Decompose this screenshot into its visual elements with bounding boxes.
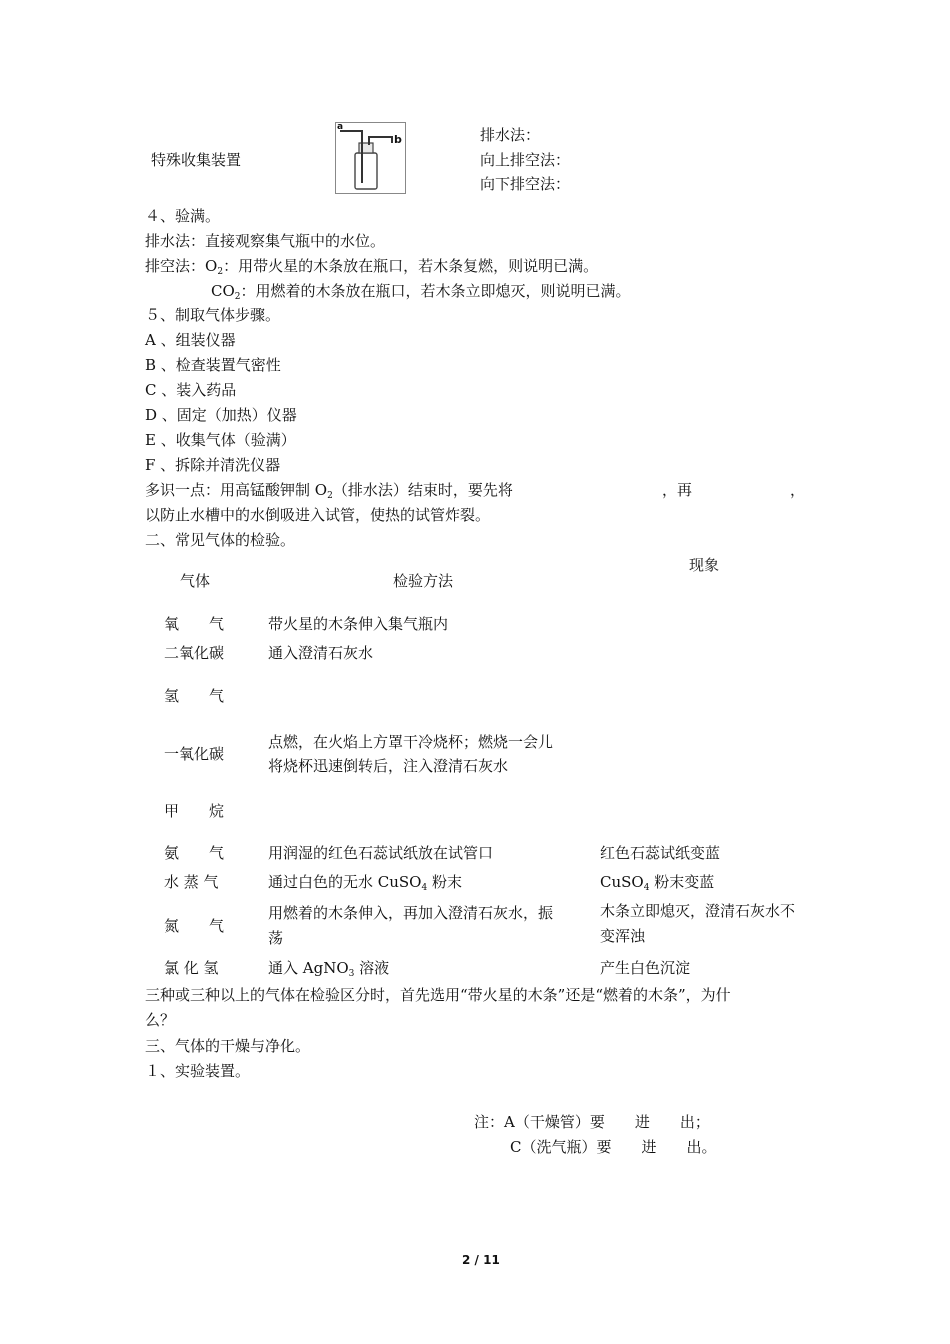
method-subscript: 3 — [348, 969, 355, 979]
tip-part4: ， — [790, 481, 806, 499]
tip-subscript: 2 — [327, 491, 333, 501]
section2-heading: 二、常见气体的检验。 — [145, 531, 296, 549]
table-row-method: 荡 — [268, 929, 284, 947]
gas-bottle-icon — [336, 123, 405, 193]
note-prefix: 注： — [474, 1113, 505, 1131]
table-row-gas: 氮 气 — [164, 917, 225, 935]
tip-line2: 以防止水槽中的水倒吸进入试管，使热的试管炸裂。 — [145, 506, 491, 524]
table-row-method: 带火星的木条伸入集气瓶内 — [268, 615, 449, 633]
note-text: A（干燥管）要 进 出； — [504, 1113, 710, 1131]
table-row-phenomenon: 变浑浊 — [600, 927, 646, 945]
note-line2: C（洗气瓶）要 进 出。 — [510, 1138, 717, 1156]
co2-formula: CO — [211, 282, 235, 300]
step-e: E 、收集气体（验满） — [145, 431, 296, 449]
tip-part1: 多识一点：用高锰酸钾制 O — [145, 481, 328, 499]
section5-heading: ５、制取气体步骤。 — [145, 306, 281, 324]
table-row-phenomenon: 木条立即熄灭，澄清石灰水不 — [600, 902, 796, 920]
table-row-method: 点燃，在火焰上方罩干冷烧杯；燃烧一会儿 — [268, 733, 554, 751]
section3-heading: 三、气体的干燥与净化。 — [145, 1037, 311, 1055]
tip-line1 — [145, 480, 806, 506]
tube-a-label: a — [337, 123, 344, 132]
method-upward-air: 向上排空法： — [480, 151, 571, 169]
step-b: B 、检查装置气密性 — [145, 356, 281, 374]
phen-text: CuSO — [600, 873, 644, 891]
section4-heading: ４、验满。 — [145, 207, 221, 225]
note-line1 — [474, 1112, 710, 1132]
special-device-label: 特殊收集装置 — [151, 151, 242, 169]
table-row-method: 通入澄清石灰水 — [268, 644, 374, 662]
table-row-method — [268, 958, 389, 984]
question-line2: 么？ — [145, 1011, 176, 1029]
step-c: C 、装入药品 — [145, 381, 237, 399]
method-downward-air: 向下排空法： — [480, 175, 571, 193]
page-total: 11 — [483, 1253, 500, 1267]
air-method-prefix: 排空法： — [145, 257, 206, 275]
tip-part2: （排水法）结束时，要先将 — [332, 481, 513, 499]
table-header-method: 检验方法 — [393, 572, 454, 590]
table-row-gas: 一氧化碳 — [164, 745, 225, 763]
co2-text: ：用燃着的木条放在瓶口，若木条立即熄灭，则说明已满。 — [240, 282, 631, 300]
o2-formula: O — [205, 257, 218, 275]
table-row-method — [268, 872, 462, 898]
method-text: 粉末 — [427, 873, 462, 891]
table-row-gas: 二氧化碳 — [164, 644, 225, 662]
section4-o2-line — [145, 256, 598, 282]
table-row-phenomenon: 产生白色沉淀 — [600, 959, 691, 977]
phen-text: 粉末变蓝 — [649, 873, 715, 891]
method-text: 溶液 — [354, 959, 390, 977]
step-a: A 、组装仪器 — [145, 331, 236, 349]
method-water: 排水法： — [480, 126, 541, 144]
table-row-method: 用润湿的红色石蕊试纸放在试管口 — [268, 844, 494, 862]
step-f: F 、拆除并清洗仪器 — [145, 456, 281, 474]
section3-sub1: １、实验装置。 — [145, 1062, 251, 1080]
o2-subscript: 2 — [217, 267, 224, 277]
table-header-phenomenon: 现象 — [689, 556, 720, 574]
o2-text: ：用带火星的木条放在瓶口，若木条复燃，则说明已满。 — [223, 257, 599, 275]
method-subscript: 4 — [421, 883, 428, 893]
gas-bottle-diagram — [335, 122, 406, 194]
phen-subscript: 4 — [643, 883, 650, 893]
table-row-gas: 氢 气 — [164, 687, 225, 705]
method-text: 通过白色的无水 CuSO — [268, 873, 422, 891]
table-header-gas: 气体 — [180, 572, 211, 590]
step-d: D 、固定（加热）仪器 — [145, 406, 297, 424]
tip-part3: ，再 — [662, 481, 693, 499]
question-line1: 三种或三种以上的气体在检验区分时，首先选用“带火星的木条”还是“燃着的木条”，为什 — [145, 986, 731, 1004]
section4-co2-line — [211, 281, 631, 307]
co2-subscript: 2 — [234, 292, 241, 302]
table-row-gas: 甲 烷 — [164, 802, 225, 820]
method-text: 通入 AgNO — [268, 959, 349, 977]
table-row-method: 将烧杯迅速倒转后，注入澄清石灰水 — [268, 757, 509, 775]
page-current: 2 — [462, 1253, 471, 1267]
page-number — [462, 1250, 500, 1270]
table-row-phenomenon — [600, 872, 714, 898]
table-row-gas: 氯 化 氢 — [164, 959, 219, 977]
section4-water: 排水法：直接观察集气瓶中的水位。 — [145, 232, 386, 250]
table-row-method: 用燃着的木条伸入，再加入澄清石灰水，振 — [268, 904, 554, 922]
table-row-gas: 水 蒸 气 — [164, 873, 219, 891]
table-row-phenomenon: 红色石蕊试纸变蓝 — [600, 844, 721, 862]
table-row-gas: 氨 气 — [164, 844, 225, 862]
page-separator: / — [474, 1253, 479, 1267]
table-row-gas: 氧 气 — [164, 615, 225, 633]
tube-b-label: b — [394, 133, 402, 146]
